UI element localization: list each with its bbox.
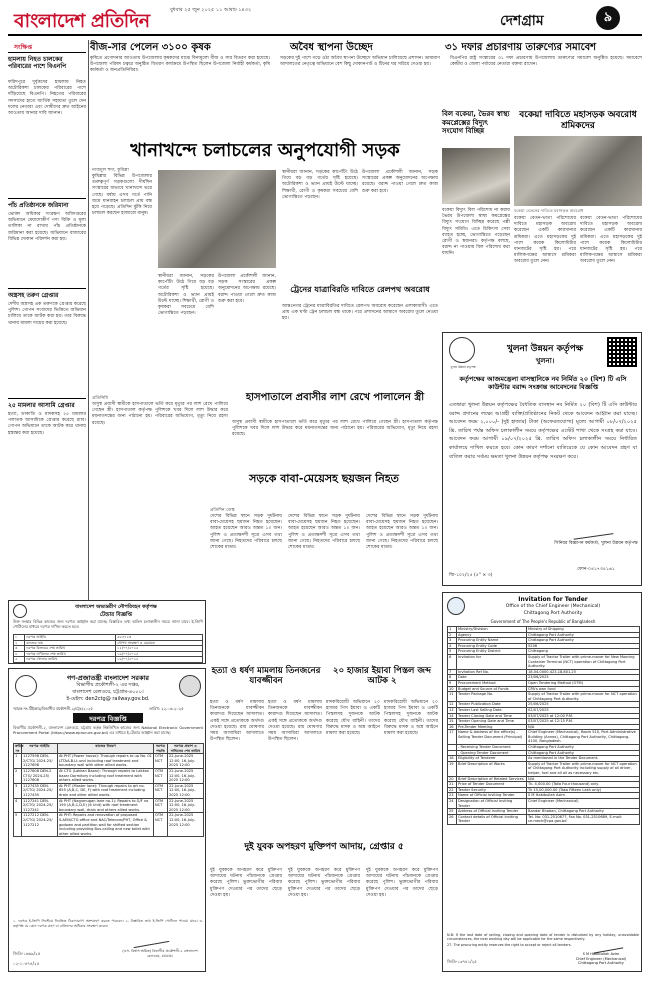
- top-strip: [90, 38, 642, 104]
- table-cell: Bandar Bhaban, Chittagong Port Authority: [527, 809, 640, 815]
- table-cell: Supply of Tractor Trailer with prime-mover for NCT operation of Chittagong Port Authority.: [527, 692, 640, 702]
- table-cell: 2: [448, 632, 457, 638]
- ad-signer: সিনিয়র বিজ্ঞাপন কর্মকর্তা, খুলনা উন্নয়ন কর্তৃপক্ষ: [554, 541, 638, 546]
- story-headline: বকেয়া দাবিতে মহাসড়ক অবরোধ শ্রমিকদের: [519, 110, 637, 131]
- brief-headline: ২৫ মামলার আসামি গ্রেপ্তার: [8, 402, 75, 409]
- story-hospital: [92, 392, 438, 462]
- brief-body: ফরিদপুরে দুর্বৃত্তদের হামলায় নিহত অটোরিকশা চালকের পরিবারের পাশে দাঁড়িয়েছে বিএনপি। নিহতের পরিবারের সদস্যদের হাতে আর্থিক সহায়তা তুলে দেন দলের নেতারা এবং দোষীদের দ্রুত আইনের আওতায় আনার দাবি জানান।: [8, 80, 86, 117]
- story-body: দেশের বিভিন্ন স্থানে সড়ক দুর্ঘটনায় বাবা-মেয়েসহ ছয়জন নিহত হয়েছেন। আহত হয়েছেন আরও অন্তত ১০ জন। পুলিশ ও প্রত্যক্ষদর্শী সূত্রে এসব তথ্য জানা গেছে। নিহতদের পরিবারে চলছে শোকের মাতম।: [366, 514, 438, 551]
- story-kidnap: [210, 842, 438, 972]
- table-cell: 7: [448, 669, 457, 675]
- ad-signer: (এস. বিশ্বাস অমিত) বিভাগীয় প্রকৌশলী-২ বাংলাদেশ রেলওয়ে, চট্টগ্রাম।: [122, 949, 198, 958]
- table-cell: Tk 15,00,000.00 (Taka Fifteen Lakh only): [527, 787, 640, 793]
- lead-byline: নাজমুল হুদা, কুমিল্লা: [92, 168, 129, 173]
- brief-headline: হামলায় নিহত চালকের পরিবারের পাশে বিএনপি: [8, 56, 67, 70]
- brief-body: ভোক্তা অধিকার সংরক্ষণ অধিদপ্তরের অভিযানে মেয়াদোত্তীর্ণ পণ্য বিক্রি ও মূল্য তালিকা না রাখায় পাঁচ প্রতিষ্ঠানকে জরিমানা করা হয়েছে। অভিযানে বাজারের বিভিন্ন দোকান পরিদর্শন করা হয়।: [8, 212, 86, 242]
- table-cell: Address of Official Inviting Tender: [457, 809, 527, 815]
- story-headline: হত্যা ও ধর্ষণ মামলায় তিনজনের যাবজ্জীবন: [211, 666, 321, 686]
- table-cell: দরপত্র খোলার তারিখ: [25, 657, 116, 663]
- divider: [8, 198, 86, 199]
- seal-icon: [13, 604, 27, 618]
- table-row: [14, 783, 204, 798]
- table-cell: Name & Address of the office(s) - Selling Tender Document (Principal): [457, 730, 527, 745]
- table-cell: 12: [448, 702, 457, 708]
- table-cell: 13: [448, 707, 457, 713]
- table-cell: Chittagong Port Authority: [527, 632, 640, 638]
- table-cell: 25: [448, 809, 457, 815]
- table-row: [14, 754, 204, 769]
- table-row: [14, 798, 204, 813]
- table-cell: Procuring Entity Name: [457, 638, 527, 644]
- table-cell: Agency: [457, 632, 527, 638]
- table-cell: 26: [448, 814, 457, 824]
- table-cell: ১: [14, 635, 25, 641]
- table-row: [448, 761, 640, 776]
- story-body: দেশের বিভিন্ন স্থানে সড়ক দুর্ঘটনায় বাবা-মেয়েসহ ছয়জন নিহত হয়েছেন। আহত হয়েছেন আরও অন্তত ১০ জন। পুলিশ ও প্রত্যক্ষদর্শী সূত্রে এসব তথ্য জানা গেছে। নিহতদের পরিবারে চলছে শোকের মাতম।: [210, 514, 282, 551]
- table-cell: Designation of Official Inviting Tender: [457, 799, 527, 809]
- ad-heading: দরপত্র বিজ্ঞপ্তি: [89, 715, 127, 723]
- story-body: দেশের বিভিন্ন স্থানে সড়ক দুর্ঘটনায় বাবা-মেয়েসহ ছয়জন নিহত হয়েছেন। আহত হয়েছেন আরও অন্তত ১০ জন। পুলিশ ও প্রত্যক্ষদর্শী সূত্রে এসব তথ্য জানা গেছে। নিহতদের পরিবারে চলছে শোকের মাতম।: [288, 514, 360, 551]
- story-body: বিএনপির রাষ্ট্র সংস্কারের ৩১ দফা প্রচারণায় উপজেলায় তারুণ্যের সমাবেশ অনুষ্ঠিত হয়েছে। সমাবেশে কেন্দ্রীয় ও জেলা পর্যায়ের নেতারা বক্তব্য রাখেন।: [450, 56, 642, 68]
- govt-seal-icon: [15, 675, 37, 697]
- table-cell: N/A: [527, 724, 640, 730]
- masthead: [0, 0, 650, 40]
- table-cell: 14: [448, 713, 457, 719]
- table-cell: Chittagong Port Authority: [527, 638, 640, 644]
- table-cell: ৪: [14, 651, 25, 657]
- table-cell: 25/06/2025: [527, 702, 640, 708]
- lead-photo: [158, 170, 276, 268]
- table-cell: OTM NCT: [154, 768, 168, 783]
- table-header-cell: কাজের বিবরণ: [58, 744, 154, 754]
- table-cell: Price of Tender Document: [457, 782, 527, 788]
- table-cell: 22-June-2025 12:00, 16-July-2025 12:00: [168, 798, 204, 813]
- ad-notes: ১. দরপত্র ই-জিপি সিস্টেমে নিবন্ধিত ঠিকাদারগণ অংশগ্রহণ করতে পারবেন। ২. বিস্তারিত তথ্য ই-জিপি পোর্টালে পাওয়া যাবে। ৩. কর্তৃপক্ষ যে কোন দরপত্র গ্রহণ বা বাতিলের অধিকার সংরক্ষণ করেন।: [13, 919, 203, 928]
- story-power-cut: [442, 108, 510, 328]
- table-header-cell: দরপত্র আইডি: [22, 744, 58, 754]
- table-cell: 3: [14, 783, 22, 798]
- ad-inland-tender: [8, 600, 206, 664]
- divider: [8, 398, 86, 399]
- table-cell: 19: [448, 761, 457, 776]
- sub-story-body: আন্তঃনগর ট্রেনের যাত্রাবিরতির দাবিতে রেলপথ অবরোধ করেছেন এলাকাবাসী। এতে প্রায় এক ঘণ্টা ট্রেন চলাচল বন্ধ থাকে। পরে প্রশাসনের আশ্বাসে অবরোধ তুলে নেওয়া হয়।: [282, 304, 438, 322]
- story-headline: হাসপাতালে প্রবাসীর লাশ রেখে পালালেন স্ত্রী: [245, 392, 425, 403]
- table-cell: ১৬/০৭/২০২৫: [116, 657, 203, 663]
- table-cell: নৌপথ সংরক্ষণ ও মেরামত: [116, 640, 203, 646]
- table-cell: দরপত্র দাখিলের শেষ তারিখ: [25, 651, 116, 657]
- table-row: [448, 692, 640, 702]
- table-cell: 1127241 DEN-2/CTG/ 2024-25/ 1127241: [22, 798, 58, 813]
- port-logo-icon: [447, 597, 465, 615]
- story-body: কৃষিতে প্রণোদনার আওতায় উপজেলার কৃষকদের মাঝে বিনামূল্যে বীজ ও সার বিতরণ করা হয়েছে। উপজেলা পরিষদ চত্বরে অনুষ্ঠিত বিতরণ কার্যক্রমে উপস্থিত ছিলেন উপজেলা নির্বাহী কর্মকর্তা, কৃষি কর্মকর্তা ও জনপ্রতিনিধিরা।: [90, 56, 270, 74]
- ad-gov: গণ-প্রজাতন্ত্রী বাংলাদেশ সরকার: [67, 674, 149, 682]
- ad-note-2: 27. The procuring entity reserves the right to accept or reject all tenders.: [447, 943, 572, 947]
- signature: [133, 936, 169, 948]
- table-cell: Tender Publication Date: [457, 702, 527, 708]
- table-cell: Invitation Ref No.: [457, 669, 527, 675]
- brief-headline: পাঁচ প্রতিষ্ঠানকে জরিমানা: [8, 202, 69, 209]
- table-cell: Pre-Tender Meeting: [457, 724, 527, 730]
- table-cell: 18.04.0000.423.18.801.25: [527, 669, 640, 675]
- table-row: [14, 768, 204, 783]
- story-headline: ৩১ দফার প্রচারণায় তারুণ্যের সমাবেশ: [445, 42, 597, 53]
- table-header-cell: দরপত্র পদ্ধতি: [154, 744, 168, 754]
- ad-heading: কর্তৃপক্ষের আজমদ্ভেলা বাসস্থানিকে নব নির্মিত ২০ (বিশ) টি এসি কাউন্টার বরাদ্দ সংক্রান্ত আবেদনের বিজ্ঞপ্তি: [459, 375, 627, 391]
- ad-note: N.B: If the last date of selling, closing and opening date of tender is disturbed by any holiday, unavoidable circumstances, the next working day will be applicable for the same respectively.: [447, 933, 639, 942]
- table-cell: Procuring Entity Code: [457, 643, 527, 649]
- page-number: ৯: [603, 10, 613, 25]
- story-yaba-seizure: [326, 666, 438, 816]
- table-cell: 5: [448, 649, 457, 655]
- photo-caption: বকেয়া বেতনের দাবিতে মহাসড়ক অবরোধ: [514, 208, 584, 213]
- table-cell: 22-June-2025 12:00, 16-July-2025 12:00: [168, 813, 204, 837]
- table-cell: 22-June-2025 12:00, 16-July-2025 12:00: [168, 783, 204, 798]
- ad-table: [13, 743, 204, 837]
- table-cell: Chief Engineer (Mechanical), Room 510, Port Administrative Building (Annex), Chittagong Port Authority, Chittagong-4100, Bangladesh.: [527, 730, 640, 745]
- ad-memo-date: তারিখ: ২২-০৬-২০২৫: [149, 706, 184, 711]
- table-cell: Procurement Method: [457, 680, 527, 686]
- lead-headline: খানাখন্দে চলাচলের অনুপযোগী সড়ক: [130, 140, 400, 161]
- column-rule: [88, 40, 89, 600]
- table-cell: 5: [14, 813, 22, 837]
- dateline: বুধবার ২৫ জুন ২০২৫ ১১ আষাঢ় ১৪৩২: [170, 7, 252, 13]
- table-cell: 1127598 DEN-2/CTG/ 2024-25/ 1127698: [22, 754, 58, 769]
- story-body: হত্যা ও ধর্ষণ মামলায় তিনজনকে যাবজ্জীবন কারাদণ্ড দিয়েছেন আদালত। একই সঙ্গে প্রত্যেককে অর্থদণ্ড দেওয়া হয়েছে। রায় ঘোষণার সময় আসামিরা আদালতে উপস্থিত ছিলেন।: [268, 700, 322, 743]
- table-cell: Tender Opening Date and Time: [457, 719, 527, 725]
- story-headline: বীজ-সার পেলেন ৩১০০ কৃষক: [90, 42, 211, 53]
- ad-ref: জিডি-১৩৭৪১/২৫: [447, 959, 477, 964]
- table-row: [448, 654, 640, 669]
- newspaper-logo: বাংলাদেশ প্রতিদিন: [14, 10, 150, 32]
- table-cell: At PHT (Master lane): Through repairs to qrt no. 655 (A,B,C, DE, F) with roof treatment including drain and other allied works.: [58, 783, 154, 798]
- table-cell: 22: [448, 787, 457, 793]
- table-cell: 15: [448, 719, 457, 725]
- table-cell: Invitation for: [457, 654, 527, 669]
- story-body: হত্যা ও ধর্ষণ মামলায় তিনজনকে যাবজ্জীবন কারাদণ্ড দিয়েছেন আদালত। একই সঙ্গে প্রত্যেককে অর্থদণ্ড দেওয়া হয়েছে। রায় ঘোষণার সময় আসামিরা আদালতে উপস্থিত ছিলেন।: [210, 700, 264, 743]
- table-cell: At PHT (Nagumugan lane no-1): Repairs to G/F no 190 (A,B,C,D,E) (6 Unit) with roof treatment boundary wall, drain and others allied works.: [58, 798, 154, 813]
- table-cell: Date: [457, 675, 527, 681]
- table-cell: Tender Closing Date and Time: [457, 713, 527, 719]
- table-cell: OTM NCT: [154, 754, 168, 769]
- ad-body: এতদ্বারা খুলনা উন্নয়ন কর্তৃপক্ষের বৈধতিক বাসস্থান নব নির্মিত ২০ (বিশ) টি এসি কাউন্টার বরাদ্দ প্রদানের লক্ষ্যে আগ্রহী ব্যক্তি/প্রতিষ্ঠানের নিকট থেকে আবেদন আহ্বান করা যাচ্ছে। আবেদন ফরম ২,০০০/- (দুই হাজার) টাকা (অফেরতযোগ্য) মূল্যে আগামী ০৮/০৭/২০২৫ খ্রি. তারিখ পর্যন্ত অফিস চলাকালীন সময়ে কর্তৃপক্ষের এস্টেট শাখা থেকে সংগ্রহ করা যাবে। আবেদন ফরম আগামী ০৯/০৭/২০২৫ খ্রি. তারিখ অফিস চলাকালীন সময়ে নির্ধারিত কার্যালয়ে দাখিল করতে হবে। কোন কারণ দর্শানো ব্যতিরেকে যে কোন আবেদন গ্রহণ বা বাতিল করার সর্বময় ক্ষমতা খুলনা উন্নয়ন কর্তৃপক্ষ সংরক্ষণ করে।: [449, 402, 637, 460]
- table-cell: 10: [448, 686, 457, 692]
- ad-heading: টেন্ডার বিজ্ঞপ্তি: [99, 612, 133, 618]
- story-body: বকেয়া বেতন-ভাতা পরিশোধের দাবিতে মহাসড়ক অবরোধ করেছেন একটি কারখানার শ্রমিকরা। এতে মহাসড়কের দুই পাশে কয়েক কিলোমিটার যানজটের সৃষ্টি হয়। পরে মালিকপক্ষের আশ্বাসে শ্রমিকরা অবরোধ তুলে নেন।: [514, 216, 576, 265]
- table-cell: 2: [14, 768, 22, 783]
- ad-phone: ফোন-০৪১৭৩৫১৬১: [577, 567, 615, 572]
- table-cell: 8: [448, 675, 457, 681]
- story-body: মাদকবিরোধী অভিযানে ২০ হাজার পিস ইয়াবা ও একটি পিস্তলসহ দুজনকে আটক করেছে যৌথ বাহিনী। তাদের বিরুদ্ধে মাদক ও অস্ত্র আইনে মামলা করা হয়েছে।: [384, 700, 438, 737]
- table-cell: Tender Package No.: [457, 692, 527, 702]
- story-headline: বিল বকেয়া, ভৈরব স্বাস্থ্য কমপ্লেক্সের বিদ্যুৎ সংযোগ বিচ্ছিন্ন: [442, 110, 510, 135]
- table-cell: 17: [448, 730, 457, 745]
- ad-email: ই-মেইল: den2ctg@ railway.gov.bd.: [66, 696, 150, 702]
- table-cell: 23: [448, 793, 457, 799]
- ad-memo: স্মারক নং-টিইআর/বিভাগীয় প্রকৌশলী-২/চট্টঃ/২০২৫: [13, 706, 93, 711]
- table-cell: CPA's own fund: [527, 686, 640, 692]
- table-cell: 1127435 DEN-2/CTG/ 2024-25/ 1127435: [22, 783, 58, 798]
- table-row: [448, 730, 640, 745]
- table-cell: 02/07/2025: [527, 707, 640, 713]
- story-body: দুই যুবককে অপহরণ করে মুক্তিপণ আদায়ের ঘটনায় পাঁচজনকে গ্রেপ্তার করেছে পুলিশ। ভুক্তভোগীর পরিবার মুক্তিপণ দেওয়ার পর তাদের ছেড়ে দেওয়া হয়।: [366, 868, 438, 898]
- table-cell: ১৫/০৭/২০২৫: [116, 646, 203, 652]
- story-body: দুই যুবককে অপহরণ করে মুক্তিপণ আদায়ের ঘটনায় পাঁচজনকে গ্রেপ্তার করেছে পুলিশ। ভুক্তভোগীর পরিবার মুক্তিপণ দেওয়ার পর তাদের ছেড়ে দেওয়া হয়।: [288, 868, 360, 898]
- ad-table: [447, 626, 640, 825]
- brief-body: দেশীয় অস্ত্রসহ এক তরুণকে গ্রেপ্তার করেছে পুলিশ। গোপন সংবাদের ভিত্তিতে অভিযান চালিয়ে তাকে আটক করা হয়। তার বিরুদ্ধে থানায় মামলা দায়ের করা হয়েছে।: [8, 302, 86, 326]
- masthead-rule: [8, 34, 642, 36]
- table-cell: At PHT (Power house): Through repairs to up No. 01 LTTAA-B.Lt.und including roof treatment and boundary wall with other allied works.: [59, 754, 152, 768]
- lead-body: কুমিল্লার বিভিন্ন উপজেলার গুরুত্বপূর্ণ সড়কগুলো দীর্ঘদিন সংস্কারের অভাবে খানাখন্দে ভরে গেছে। বর্ষায় এসব গর্তে পানি জমে যানবাহন চলাচল প্রায় বন্ধ হয়ে পড়েছে। প্রতিদিন ঝুঁকি নিয়ে চলাচল করছেন হাজারো মানুষ।: [92, 174, 152, 217]
- ad-khulna-development: [442, 332, 642, 586]
- table-cell: 9: [448, 680, 457, 686]
- table-cell: 4: [448, 643, 457, 649]
- story-headline: সড়কে বাবা-মেয়েসহ ছয়জন নিহত: [249, 472, 399, 485]
- ad-address: বাংলাদেশ রেলওয়ে, চট্টগ্রাম-৪০০০।: [72, 689, 144, 695]
- lead-body: স্থানীয়রা জানান, সড়কের কার্পেটিং উঠে গিয়ে বড় বড় গর্তের সৃষ্টি হয়েছে। অটোরিকশা ও ভ্যান প্রায়ই উল্টে যাচ্ছে। শিক্ষার্থী, রোগী ও কৃষকরা সবচেয়ে বেশি ভোগান্তিতে পড়ছেন।: [282, 170, 358, 200]
- divider: [8, 288, 86, 289]
- ad-ref: জিডি-১৬৬৯/২৫: [13, 951, 41, 956]
- table-row: [14, 813, 204, 837]
- table-cell: Supply of Tractor Trailer with prime-mover for NCT operation of Chittagong Port Authority including supply of all driver, helper, fuel and all oil as necessary etc.: [527, 761, 640, 776]
- sub-headline: ট্রেনের যাত্রাবিরতি দাবিতে রেলপথ অবরোধ: [290, 285, 430, 294]
- signature: [573, 526, 614, 539]
- table-cell: দরপত্র বিক্রয়ের শেষ তারিখ: [25, 646, 116, 652]
- table-cell: 1127212 DEN-2/CTG/ 2024-25/ 1127212: [22, 813, 58, 837]
- table-cell: 03/07/2025 at 12:00 P.M.: [527, 713, 640, 719]
- ad-body: উক্ত সংস্থার বিভিন্ন কাজের জন্য দরপত্র আহ্বান করা যাচ্ছে। বিস্তারিত তথ্য অফিস চলাকালীন সময়ে জানা যাবে। ই-জিপি পোর্টালের মাধ্যমে দরপত্র দাখিল করতে হবে।: [13, 619, 203, 629]
- ad-intro: বিভাগীয় প্রকৌশলী-২, বাংলাদেশ রেলওয়ে, চট্টগ্রাম কর্তৃক নিম্নলিখিত কাজের জন্য National Electronic Government Procurement Portal (https://www.eprocure.gov.bd) এর মাধ্যমে ই-টেন্ডার আহ্বান করা যাচ্ছে।: [13, 725, 203, 735]
- sidebar-tag: সংক্ষিপ্ত: [14, 44, 33, 51]
- table-cell: 24: [448, 799, 457, 809]
- lead-body: উপজেলা প্রকৌশলী জানান, সড়ক সংস্কারের প্রকল্প অনুমোদনের অপেক্ষায় রয়েছে। বরাদ্দ পাওয়া গেলে দ্রুত কাজ শুরু করা হবে।: [362, 170, 438, 194]
- ad-dept: বিভাগীয় প্রকৌশলী-২ এর দপ্তর,: [76, 682, 140, 688]
- ad-table: [13, 634, 203, 663]
- table-cell: As mentioned in the Tender Document.: [527, 756, 640, 762]
- story-body: সড়কের দুই পাশে গড়ে ওঠা অবৈধ স্থাপনা উচ্ছেদে অভিযান চালিয়েছে প্রশাসন। ভ্রাম্যমাণ আদালতের নেতৃত্বে অভিযানে বেশ কিছু দোকানপাট ও টিনের ঘর সরিয়ে দেওয়া হয়।: [280, 56, 440, 68]
- ad-railway: [8, 668, 206, 972]
- table-cell: Brief Description of Related Services: [457, 776, 527, 782]
- ad-title: Invitation for Tender: [518, 596, 588, 603]
- story-body: বকেয়া বিদ্যুৎ বিল পরিশোধ না করায় ভৈরব উপজেলা স্বাস্থ্য কমপ্লেক্সের বিদ্যুৎ সংযোগ বিচ্ছিন্ন করেছে পল্লী বিদ্যুৎ সমিতি। এতে চিকিৎসা সেবা ব্যাহত হচ্ছে, ভোগান্তিতে পড়েছেন রোগী ও স্বজনরা। কর্তৃপক্ষ বলছে, বরাদ্দ না পাওয়ায় বিল পরিশোধ করা যায়নি।: [442, 208, 510, 257]
- table-cell: Chief Engineer (Mechanical): [527, 799, 640, 809]
- ad-title: খুলনা উন্নয়ন কর্তৃপক্ষ: [506, 344, 584, 354]
- table-cell: 18: [448, 756, 457, 762]
- brief-headline: অস্ত্রসহ তরুণ গ্রেপ্তার: [8, 292, 59, 299]
- table-cell: Open Tendering Method (OTM): [527, 680, 640, 686]
- table-cell: ৩: [14, 646, 25, 652]
- table-cell: 22-June-2025 12:00, 16-July-2025 12:00: [168, 768, 204, 783]
- table-cell: 1: [448, 627, 457, 633]
- divider: [8, 52, 86, 53]
- table-cell: 4: [14, 798, 22, 813]
- table-cell: S M Habibullah Azim: [527, 793, 640, 799]
- section-title: দেশগ্রাম: [500, 13, 544, 29]
- story-headline: দুই যুবক অপহরণ মুক্তিপণ আদায়, গ্রেপ্তার ৫: [244, 842, 404, 852]
- seal-icon: [449, 337, 475, 363]
- table-cell: 5206: [527, 643, 640, 649]
- table-cell: At PHT: Repairs and renovation of proposed S.AEN/CTG office and NAC/Telecom/PHT, Office & godown and partition wall for shifted section including providing Bus-calling and new toilet with other allied works.: [58, 813, 154, 837]
- table-cell: Chittagong Port Authority: [527, 745, 640, 751]
- table-cell: ৫৮৫৭২৩: [116, 635, 203, 641]
- table-cell: - Opening Tender Document: [457, 750, 527, 756]
- table-cell: কাজের নাম: [25, 640, 116, 646]
- story-workers-blockade: [514, 108, 642, 328]
- table-cell: ১৬/০৭/২০২৫: [116, 651, 203, 657]
- table-cell: OTM NCT: [154, 813, 168, 837]
- table-cell: 16: [448, 724, 457, 730]
- table-cell: Chittagong Port Authority: [527, 750, 640, 756]
- table-cell: 03/07/2025 at 12:15 P.M.: [527, 719, 640, 725]
- table-cell: Tk. 4,000.00 (Taka Four thousand) only.: [527, 782, 640, 788]
- table-cell: OTM NCT: [154, 783, 168, 798]
- ad-office: Office of the Chief Engineer (Mechanical): [505, 604, 601, 609]
- table-cell: 6: [448, 654, 457, 669]
- table-cell: দরপত্র আইডি: [25, 635, 116, 641]
- table-cell: 23/06/2025: [527, 675, 640, 681]
- ad-signer: S M Habibullah Azim Chief Engineer (Mechanical) Chittagong Port Authority: [575, 952, 627, 966]
- railway-logo-icon: [179, 675, 201, 697]
- table-cell: Tender Last Selling Date: [457, 707, 527, 713]
- table-cell: Procuring Entity District: [457, 649, 527, 655]
- story-body: অসুস্থ প্রবাসী স্বামীকে হাসপাতালে ভর্তি করে মৃত্যুর পর লাশ রেখে পালিয়ে গেছেন স্ত্রী। হাসপাতাল কর্তৃপক্ষ পুলিশকে খবর দিলে লাশ উদ্ধার করে ময়নাতদন্তের জন্য পাঠানো হয়। পরিবারের অভিযোগ, মৃত্যু নিয়ে রহস্য রয়েছে।: [232, 420, 438, 438]
- table-cell: 11: [448, 692, 457, 702]
- table-cell: ২: [14, 640, 25, 646]
- table-cell: 21: [448, 782, 457, 788]
- lead-body: স্থানীয়রা জানান, সড়কের কার্পেটিং উঠে গিয়ে বড় বড় গর্তের সৃষ্টি হয়েছে। অটোরিকশা ও ভ্যান প্রায়ই উল্টে যাচ্ছে। শিক্ষার্থী, রোগী ও কৃষকরা সবচেয়ে বেশি ভোগান্তিতে পড়ছেন।: [158, 274, 214, 317]
- table-cell: Name of Official Inviting Tender: [457, 793, 527, 799]
- table-cell: 20: [448, 776, 457, 782]
- ad-port-tender: [442, 592, 642, 972]
- ad-org: Chittagong Port Authority: [523, 611, 583, 616]
- story-body: দুই যুবককে অপহরণ করে মুক্তিপণ আদায়ের ঘটনায় পাঁচজনকে গ্রেপ্তার করেছে পুলিশ। ভুক্তভোগীর পরিবার মুক্তিপণ দেওয়ার পর তাদের ছেড়ে দেওয়া হয়।: [210, 868, 282, 898]
- table-header-cell: দরপত্র প্রকাশ ও দাখিলের শেষ তারিখ: [168, 744, 204, 754]
- table-cell: Tender Security: [457, 787, 527, 793]
- story-byline: প্রতিদিন ডেস্ক: [210, 508, 235, 513]
- ad-subtitle: খুলনা।: [535, 357, 555, 365]
- story-body: মাদকবিরোধী অভিযানে ২০ হাজার পিস ইয়াবা ও একটি পিস্তলসহ দুজনকে আটক করেছে যৌথ বাহিনী। তাদের বিরুদ্ধে মাদক ও অস্ত্র আইনে মামলা করা হয়েছে।: [326, 700, 380, 737]
- table-cell: N/A: [527, 776, 640, 782]
- brief-body: হত্যা, ডাকাতি ও মাদকসহ ২৫ মামলার পলাতক আসামিকে গ্রেপ্তার করেছে র‍্যাব। গোপন অভিযানে তাকে আটক করে থানায় হস্তান্তর করা হয়েছে।: [8, 412, 86, 436]
- story-photo: [514, 136, 642, 206]
- table-cell: - Receiving Tender Document: [457, 745, 527, 751]
- table-cell: Supply of Tractor Trailer with prime-mover for New Mooring Container Terminal (NCT) operation of Chittagong Port Authority.: [527, 654, 640, 669]
- lead-body: উপজেলা প্রকৌশলী জানান, সড়ক সংস্কারের প্রকল্প অনুমোদনের অপেক্ষায় রয়েছে। বরাদ্দ পাওয়া গেলে দ্রুত কাজ শুরু করা হবে।: [218, 274, 276, 304]
- ad-ref: জি-১০২/২৫ (৫" × ৩): [449, 573, 493, 578]
- story-headline: অবৈধ স্থাপনা উচ্ছেদ: [290, 42, 373, 53]
- seal-label: খুলনা উন্নয়ন কর্তৃপক্ষ: [450, 365, 476, 369]
- table-cell: Ministry/Division: [457, 627, 527, 633]
- table-cell: ৫: [14, 657, 25, 663]
- table-cell: Tel. No: 031-2510677, Fax No. 031-2510689, E-mail: ce.mech@cpa.gov.bd: [527, 814, 640, 824]
- table-cell: 1127608 DEN-2 CTG/ 2024-25/ 1127608: [22, 768, 58, 783]
- table-cell: Contact details of Official Inviting Tender: [457, 814, 527, 824]
- sidebar-briefs: [8, 40, 86, 580]
- table-cell: Brief Description of Works: [457, 761, 527, 776]
- table-row: [448, 814, 640, 824]
- story-road-accident: [210, 472, 438, 662]
- story-byline: প্রতিনিধি: [92, 396, 109, 401]
- table-cell: Chittagong: [527, 649, 640, 655]
- qr-code: [607, 337, 637, 367]
- story-body: অসুস্থ প্রবাসী স্বামীকে হাসপাতালে ভর্তি করে মৃত্যুর পর লাশ রেখে পালিয়ে গেছেন স্ত্রী। হাসপাতাল কর্তৃপক্ষ পুলিশকে খবর দিলে লাশ উদ্ধার করে ময়নাতদন্তের জন্য পাঠানো হয়। পরিবারের অভিযোগ, মৃত্যু নিয়ে রহস্য রয়েছে।: [92, 402, 228, 426]
- table-cell: 22-June-2025 12:00, 16-July-2025 12:00: [168, 754, 204, 769]
- ad-gov: Government of The People's Republic of Bangladesh: [490, 619, 596, 624]
- story-body: বকেয়া বেতন-ভাতা পরিশোধের দাবিতে মহাসড়ক অবরোধ করেছেন একটি কারখানার শ্রমিকরা। এতে মহাসড়কের দুই পাশে কয়েক কিলোমিটার যানজটের সৃষ্টি হয়। পরে মালিকপক্ষের আশ্বাসে শ্রমিকরা অবরোধ তুলে নেন।: [580, 216, 642, 265]
- table-header-cell: ক্রমিক নং: [15, 744, 24, 753]
- table-cell: OTM NCT: [154, 798, 168, 813]
- table-cell: 1: [14, 754, 22, 769]
- table-cell: Ministry of Shipping: [527, 627, 640, 633]
- table-cell: Eligibility of Tenderer: [457, 756, 527, 762]
- story-headline: ২০ হাজার ইয়াবা পিস্তল জব্দ আটক ২: [333, 666, 431, 686]
- ad-ref-2: ০২-১০৪৭৪/২৫: [13, 961, 40, 966]
- table-cell: At CTG (Lakkan Bazar): Through repairs to Lakkan bazar Dormitory including roof treatment with others allied works.: [58, 768, 154, 783]
- table-row: [14, 657, 203, 663]
- ad-org: বাংলাদেশ অভ্যন্তরীণ নৌপরিবহন কর্তৃপক্ষ: [75, 604, 157, 610]
- table-row: [448, 799, 640, 809]
- table-cell: Budget and Source of Funds: [457, 686, 527, 692]
- table-cell: 3: [448, 638, 457, 644]
- story-photo: [442, 148, 510, 204]
- lead-story: [92, 108, 438, 388]
